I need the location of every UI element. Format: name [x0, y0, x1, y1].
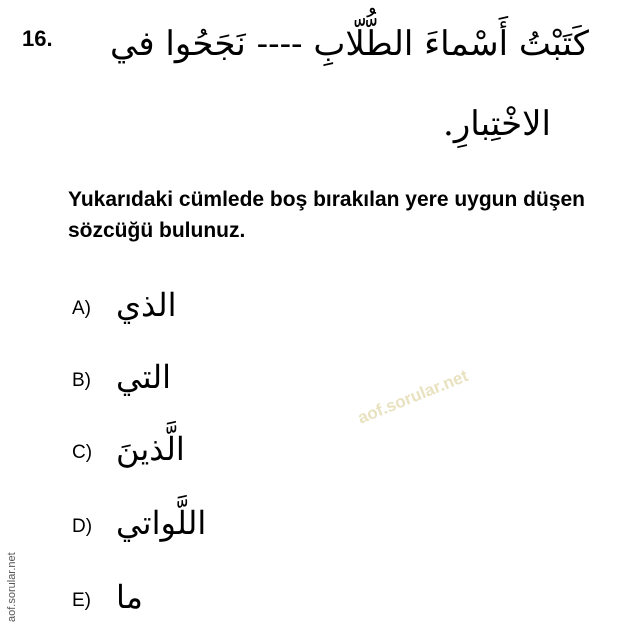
watermark-side: aof.sorular.net [6, 552, 18, 622]
option-letter: E) [72, 590, 91, 611]
option-text: التي [116, 358, 171, 396]
arabic-sentence-line-2: الاخْتِبارِ. [443, 104, 551, 144]
option-text: اللَّواتي [116, 504, 207, 542]
option-text: الذي [116, 286, 177, 324]
question-prompt: Yukarıdaki cümlede boş bırakılan yere uygun düşen sözcüğü bulunuz. [68, 188, 586, 242]
question-number: 16. [22, 26, 53, 51]
option-letter: D) [72, 516, 93, 537]
option-letter: C) [72, 442, 93, 463]
option-letter: B) [72, 370, 91, 391]
option-text: ما [116, 578, 143, 616]
option-d[interactable] [72, 504, 272, 554]
option-text: الَّذينَ [116, 430, 185, 468]
arabic-sentence-line-1: كَتَبْتُ أَسْماءَ الطُّلّابِ ---- نَجَحُوا في [110, 24, 589, 64]
option-b[interactable] [72, 358, 272, 408]
option-a[interactable] [72, 286, 272, 336]
option-c[interactable] [72, 430, 272, 480]
watermark-center: aof.sorular.net [355, 366, 471, 428]
option-e[interactable] [72, 578, 272, 628]
option-letter: A) [72, 298, 91, 319]
